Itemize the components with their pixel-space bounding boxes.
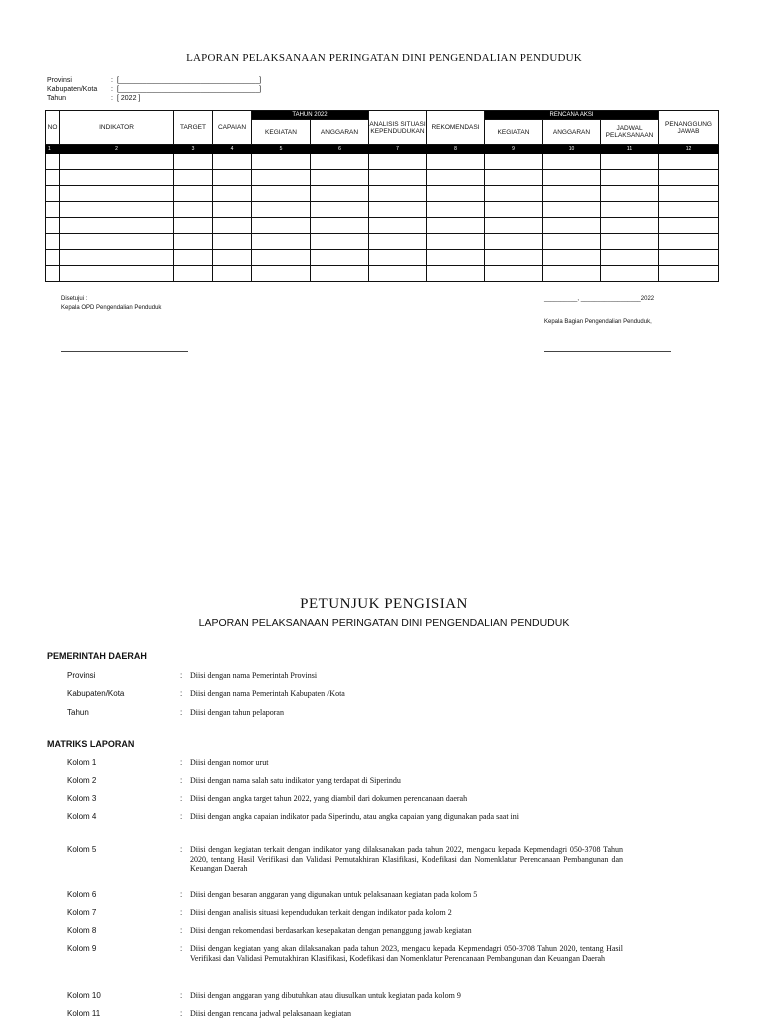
table-cell <box>369 250 427 266</box>
column-number: 3 <box>174 145 213 154</box>
table-cell <box>601 170 659 186</box>
column-number: 1 <box>46 145 60 154</box>
table-cell <box>311 202 369 218</box>
table-cell <box>543 234 601 250</box>
meta-provinsi <box>47 76 261 85</box>
table-cell <box>427 202 485 218</box>
meta-tahun <box>47 94 261 103</box>
instruction-text: Diisi dengan nomor urut <box>190 758 269 767</box>
table-row <box>46 186 719 202</box>
left-signer-title: Kepala OPD Pengendalian Penduduk <box>61 305 162 311</box>
table-cell <box>174 170 213 186</box>
table-cell <box>659 154 719 170</box>
meta-value: [ 2022 ] <box>117 95 141 102</box>
header-anggaran-rencana: ANGGARAN <box>543 120 601 145</box>
table-cell <box>659 186 719 202</box>
table-cell <box>174 154 213 170</box>
table-cell <box>252 170 311 186</box>
table-cell <box>46 186 60 202</box>
table-cell <box>543 202 601 218</box>
table-cell <box>369 266 427 282</box>
table-cell <box>601 154 659 170</box>
instruction-text: Diisi dengan nama salah satu indikator yang terdapat di Siperindu <box>190 776 401 785</box>
instructions-subtitle: LAPORAN PELAKSANAAN PERINGATAN DINI PENGENDALIAN PENDUDUK <box>198 617 570 629</box>
table-cell <box>252 202 311 218</box>
table-cell <box>213 186 252 202</box>
meta-colon: : <box>111 77 113 84</box>
table-cell <box>213 250 252 266</box>
table-row <box>46 170 719 186</box>
meta-label: Kabupaten/Kota <box>47 86 98 93</box>
table-cell <box>543 154 601 170</box>
table-cell <box>213 234 252 250</box>
instruction-text: Diisi dengan rekomendasi berdasarkan kesepakatan dengan penanggung jawab kegiatan <box>190 926 472 935</box>
table-cell <box>252 154 311 170</box>
table-cell <box>252 218 311 234</box>
column-number: 12 <box>659 145 719 154</box>
table-cell <box>543 266 601 282</box>
instruction-text: Diisi dengan kegiatan yang akan dilaksanakan pada tahun 2023, mengacu kepada Kepmendagri 050-3708 Tahun 2020, tentang Hasil Verifikasi dan Validasi Pemutakhiran Klasifikasi, Kodefikasi dan Nomenklatur Perencanaan Pembangunan dan Keuangan Daerah <box>190 944 623 963</box>
table-cell <box>213 154 252 170</box>
table-row <box>46 154 719 170</box>
section-heading-matriks: MATRIKS LAPORAN <box>47 739 135 749</box>
header-indikator: INDIKATOR <box>60 111 174 145</box>
table-cell <box>659 170 719 186</box>
table-cell <box>485 218 543 234</box>
table-cell <box>252 266 311 282</box>
table-cell <box>659 266 719 282</box>
header-rencana-group: RENCANA AKSI <box>485 111 659 120</box>
instruction-label: Kolom 1 <box>67 758 97 767</box>
table-cell <box>369 218 427 234</box>
table-cell <box>427 250 485 266</box>
header-penanggung: PENANGGUNG JAWAB <box>659 111 719 145</box>
table-cell <box>311 170 369 186</box>
table-cell <box>543 218 601 234</box>
header-kegiatan: KEGIATAN <box>252 120 311 145</box>
meta-colon: : <box>111 95 113 102</box>
header-capaian: CAPAIAN <box>213 111 252 145</box>
table-cell <box>485 170 543 186</box>
table-row <box>46 266 719 282</box>
instruction-label: Kolom 11 <box>67 1009 101 1018</box>
signature-left <box>61 295 161 313</box>
header-target: TARGET <box>174 111 213 145</box>
column-number: 9 <box>485 145 543 154</box>
column-number: 4 <box>213 145 252 154</box>
instruction-label: Kolom 7 <box>67 908 97 917</box>
instruction-label: Kolom 2 <box>67 776 97 785</box>
table-cell <box>311 234 369 250</box>
table-row <box>46 250 719 266</box>
table-cell <box>427 186 485 202</box>
table-cell <box>60 266 174 282</box>
table-cell <box>543 250 601 266</box>
table-cell <box>60 170 174 186</box>
table-cell <box>427 266 485 282</box>
table-cell <box>60 186 174 202</box>
table-cell <box>601 266 659 282</box>
column-number: 2 <box>60 145 174 154</box>
column-number: 8 <box>427 145 485 154</box>
table-cell <box>311 218 369 234</box>
instruction-text: Diisi dengan angka capaian indikator pada Siperindu, atau angka capaian yang digunakan pada saat ini <box>190 812 519 821</box>
table-cell <box>601 202 659 218</box>
table-cell <box>485 202 543 218</box>
date-line: __________, __________________2022 <box>544 296 655 302</box>
column-number: 7 <box>369 145 427 154</box>
table-cell <box>485 250 543 266</box>
table-row <box>46 202 719 218</box>
table-cell <box>485 154 543 170</box>
table-cell <box>659 218 719 234</box>
meta-label: Provinsi <box>47 77 72 84</box>
instruction-text: Diisi dengan rencana jadwal pelaksanaan kegiatan <box>190 1009 352 1018</box>
table-cell <box>46 234 60 250</box>
table-cell <box>213 170 252 186</box>
column-number: 5 <box>252 145 311 154</box>
meta-kabupaten <box>47 85 261 94</box>
header-jadwal: JADWAL PELAKSANAAN <box>601 120 659 145</box>
instruction-text: Diisi dengan anggaran yang dibutuhkan atau diusulkan untuk kegiatan pada kolom 9 <box>190 991 461 1000</box>
instruction-label: Provinsi <box>67 671 96 680</box>
table-cell <box>659 250 719 266</box>
table-cell <box>174 234 213 250</box>
header-anggaran: ANGGARAN <box>311 120 369 145</box>
instruction-label: Kolom 9 <box>67 944 97 953</box>
table-cell <box>485 234 543 250</box>
report-title: LAPORAN PELAKSANAAN PERINGATAN DINI PENGENDALIAN PENDUDUK <box>186 52 582 64</box>
instruction-text: Diisi dengan angka target tahun 2022, yang diambil dari dokumen perencanaan daerah <box>190 794 468 803</box>
column-number-row <box>46 145 719 154</box>
header-analisis: ANALISIS SITUASI KEPENDUDUKAN <box>369 111 427 145</box>
table-cell <box>46 218 60 234</box>
instructions-title: PETUNJUK PENGISIAN <box>300 596 468 612</box>
instruction-label: Tahun <box>67 708 89 717</box>
table-cell <box>601 186 659 202</box>
instruction-label: Kolom 10 <box>67 991 101 1000</box>
header-tahun-group: TAHUN 2022 <box>252 111 369 120</box>
table-cell <box>601 250 659 266</box>
table-cell <box>174 202 213 218</box>
column-number: 10 <box>543 145 601 154</box>
table-row <box>46 234 719 250</box>
table-cell <box>46 202 60 218</box>
table-cell <box>252 234 311 250</box>
meta-value: [____________________________________] <box>117 77 262 84</box>
right-signer-title: Kepala Bagian Pengendalian Penduduk, <box>544 319 652 325</box>
instruction-text: Diisi dengan besaran anggaran yang digunakan untuk pelaksanaan kegiatan pada kolom 5 <box>190 890 478 899</box>
table-cell <box>659 234 719 250</box>
table-cell <box>601 218 659 234</box>
table-cell <box>252 250 311 266</box>
approved-label: Disetujui : <box>61 296 88 302</box>
instruction-label: Kolom 5 <box>67 845 97 854</box>
table-cell <box>369 186 427 202</box>
table-cell <box>213 202 252 218</box>
table-cell <box>369 170 427 186</box>
table-cell <box>369 234 427 250</box>
table-cell <box>46 266 60 282</box>
instruction-label: Kolom 6 <box>67 890 97 899</box>
table-cell <box>174 186 213 202</box>
table-cell <box>369 154 427 170</box>
instruction-text: Diisi dengan kegiatan terkait dengan indikator yang dilaksanakan pada tahun 2022, mengacu kepada Kepmendagri 050-3708 Tahun 2020, tentang Hasil Verifikasi dan Validasi Pemutakhiran Klasifikasi, Kodefikasi dan Nomenklatur Perencanaan Pembangunan dan Keuangan Daerah <box>190 845 623 874</box>
table-cell <box>46 170 60 186</box>
table-cell <box>60 234 174 250</box>
header-kegiatan-rencana: KEGIATAN <box>485 120 543 145</box>
table-row <box>46 218 719 234</box>
column-number: 11 <box>601 145 659 154</box>
left-signature-line <box>61 351 188 352</box>
table-cell <box>485 186 543 202</box>
instruction-text: Diisi dengan tahun pelaporan <box>190 708 284 717</box>
table-cell <box>46 154 60 170</box>
table-cell <box>252 186 311 202</box>
table-cell <box>174 250 213 266</box>
instruction-label: Kolom 4 <box>67 812 97 821</box>
section-heading-pemerintah: PEMERINTAH DAERAH <box>47 651 147 661</box>
table-cell <box>213 266 252 282</box>
instruction-text: Diisi dengan nama Pemerintah Kabupaten /Kota <box>190 689 345 698</box>
table-cell <box>659 202 719 218</box>
table-cell <box>213 218 252 234</box>
table-cell <box>543 186 601 202</box>
table-cell <box>60 202 174 218</box>
table-cell <box>485 266 543 282</box>
instruction-label: Kabupaten/Kota <box>67 689 125 698</box>
header-rekomendasi: REKOMENDASI <box>427 111 485 145</box>
report-meta <box>47 76 261 103</box>
instruction-label: Kolom 3 <box>67 794 97 803</box>
meta-label: Tahun <box>47 95 67 102</box>
table-cell <box>601 234 659 250</box>
table-cell <box>174 266 213 282</box>
table-cell <box>543 170 601 186</box>
meta-colon: : <box>111 86 113 93</box>
table-cell <box>427 234 485 250</box>
table-cell <box>311 154 369 170</box>
table-cell <box>427 170 485 186</box>
instruction-label: Kolom 8 <box>67 926 97 935</box>
table-cell <box>60 250 174 266</box>
table-cell <box>60 218 174 234</box>
table-cell <box>427 154 485 170</box>
table-cell <box>369 202 427 218</box>
column-number: 6 <box>311 145 369 154</box>
right-signature-line <box>544 351 671 352</box>
report-matrix-table <box>45 110 719 282</box>
table-cell <box>427 218 485 234</box>
table-cell <box>60 154 174 170</box>
table-cell <box>311 250 369 266</box>
table-cell <box>311 266 369 282</box>
table-cell <box>174 218 213 234</box>
table-cell <box>311 186 369 202</box>
table-cell <box>46 250 60 266</box>
signature-right <box>544 295 654 304</box>
meta-value: [____________________________________] <box>117 86 262 93</box>
header-no: NO <box>46 111 60 145</box>
instruction-text: Diisi dengan analisis situasi kependudukan terkait dengan indikator pada kolom 2 <box>190 908 452 917</box>
instruction-text: Diisi dengan nama Pemerintah Provinsi <box>190 671 318 680</box>
